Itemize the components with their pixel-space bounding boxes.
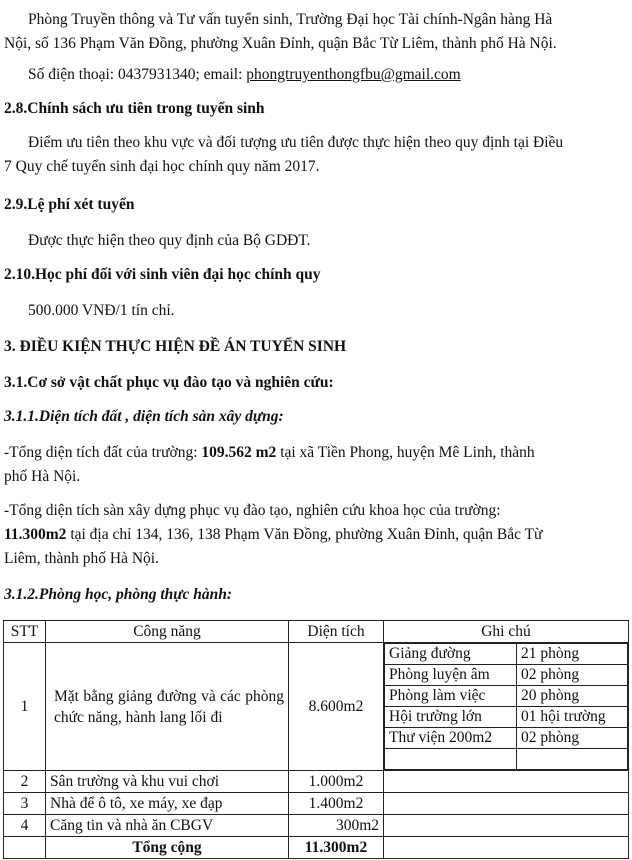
land-area-prefix: -Tổng diện tích đất của trường: xyxy=(4,444,202,461)
section-2-10-text: 500.000 VNĐ/1 tín chỉ. xyxy=(28,302,175,319)
note-row-empty xyxy=(385,749,628,770)
row-note xyxy=(384,815,629,837)
header-area: Diện tích xyxy=(289,621,384,643)
floor-area-line2 xyxy=(0,523,632,546)
note-row xyxy=(385,707,628,728)
section-2-9-text: Được thực hiện theo quy định của Bộ GDĐT. xyxy=(28,232,311,249)
row-function: Sân trường và khu vui chơi xyxy=(46,771,289,793)
note-count: 02 phòng xyxy=(517,728,628,749)
contact-email-link[interactable]: phongtruyenthongfbu@gmail.com xyxy=(246,66,461,83)
section-2-9-heading: 2.9.Lệ phí xét tuyển xyxy=(4,196,135,213)
note-row xyxy=(385,728,628,749)
row-note xyxy=(384,793,629,815)
section-2-8-line1: Điểm ưu tiên theo khu vực và đối tượng ưu tiên được thực hiện theo quy định tại Điều xyxy=(28,134,564,151)
land-area-value: 109.562 m2 xyxy=(201,444,277,461)
floor-area-line1: -Tổng diện tích sàn xây dựng phục vụ đào tạo, nghiên cứu khoa học của trường: xyxy=(4,502,501,519)
row-function: Nhà để ô tô, xe máy, xe đạp xyxy=(46,793,289,815)
header-note: Ghi chú xyxy=(384,621,629,643)
contact-phone-line xyxy=(0,63,632,86)
contact-address-line1: Phòng Truyền thông và Tư vấn tuyển sinh, Trường Đại học Tài chính-Ngân hàng Hà xyxy=(28,11,553,28)
note-count: 01 hội trường xyxy=(517,707,628,728)
land-area-line2: phố Hà Nội. xyxy=(4,468,81,485)
header-stt: STT xyxy=(4,621,46,643)
table-row xyxy=(4,771,629,793)
row-stt: 2 xyxy=(4,771,46,793)
row-note xyxy=(384,771,629,793)
section-3-1-heading: 3.1.Cơ sở vật chất phục vụ đào tạo và nghiên cứu: xyxy=(4,374,334,391)
section-3-1-1-heading: 3.1.1.Diện tích đất , diện tích sàn xây dựng: xyxy=(4,408,284,425)
header-function: Công năng xyxy=(46,621,289,643)
row-stt: 3 xyxy=(4,793,46,815)
section-2-8-heading: 2.8.Chính sách ưu tiên trong tuyển sinh xyxy=(4,100,265,117)
floor-area-address: tại địa chỉ 134, 136, 138 Phạm Văn Đồng, phường Xuân Đỉnh, quận Bắc Từ xyxy=(66,526,543,543)
contact-address-line2: Nội, số 136 Phạm Văn Đồng, phường Xuân Đỉnh, quận Bắc Từ Liêm, thành phố Hà Nội. xyxy=(4,35,557,52)
section-2-8-line2: 7 Quy chế tuyển sinh đại học chính quy năm 2017. xyxy=(4,158,320,175)
note-name: Hội trường lớn xyxy=(385,707,517,728)
floor-area-value: 11.300m2 xyxy=(4,526,67,543)
note-empty-cell xyxy=(517,749,628,770)
contact-phone: Số điện thoại: 0437931340; email: xyxy=(28,66,243,83)
total-area: 11.300m2 xyxy=(289,837,384,859)
table-row xyxy=(4,815,629,837)
total-stt xyxy=(4,837,46,859)
table-header-row xyxy=(4,621,629,643)
row1-stt: 1 xyxy=(4,643,46,771)
table-row xyxy=(4,793,629,815)
note-empty-cell xyxy=(385,749,517,770)
note-count: 02 phòng xyxy=(517,665,628,686)
land-area-suffix: tại xã Tiền Phong, huyện Mê Linh, thành xyxy=(276,444,535,461)
note-count: 20 phòng xyxy=(517,686,628,707)
note-row xyxy=(385,644,628,665)
note-row xyxy=(385,665,628,686)
note-row xyxy=(385,686,628,707)
row-function: Căng tin và nhà ăn CBGV xyxy=(46,815,289,837)
section-2-10-heading: 2.10.Học phí đối với sinh viên đại học chính quy xyxy=(4,266,321,283)
row-area: 1.400m2 xyxy=(289,793,384,815)
section-3-heading: 3. ĐIỀU KIỆN THỰC HIỆN ĐỀ ÁN TUYỂN SINH xyxy=(4,338,347,355)
section-3-1-2-heading: 3.1.2.Phòng học, phòng thực hành: xyxy=(4,586,233,603)
table-total-row xyxy=(4,837,629,859)
note-name: Thư viện 200m2 xyxy=(385,728,517,749)
land-area-line1 xyxy=(0,441,632,464)
table-row xyxy=(4,643,629,771)
notes-subtable xyxy=(384,643,628,770)
note-name: Phòng làm việc xyxy=(385,686,517,707)
row-area: 300m2 xyxy=(289,815,384,837)
row1-notes xyxy=(384,643,629,771)
total-note xyxy=(384,837,629,859)
note-count: 21 phòng xyxy=(517,644,628,665)
note-name: Phòng luyện âm xyxy=(385,665,517,686)
row1-area: 8.600m2 xyxy=(289,643,384,771)
row1-function: Mặt bằng giảng đường và các phòng chức năng, hành lang lối đi xyxy=(46,643,289,771)
total-label: Tổng cộng xyxy=(46,837,289,859)
row-stt: 4 xyxy=(4,815,46,837)
facilities-table xyxy=(3,620,629,859)
floor-area-line3: Liêm, thành phố Hà Nội. xyxy=(4,550,159,567)
note-name: Giảng đường xyxy=(385,644,517,665)
row-area: 1.000m2 xyxy=(289,771,384,793)
